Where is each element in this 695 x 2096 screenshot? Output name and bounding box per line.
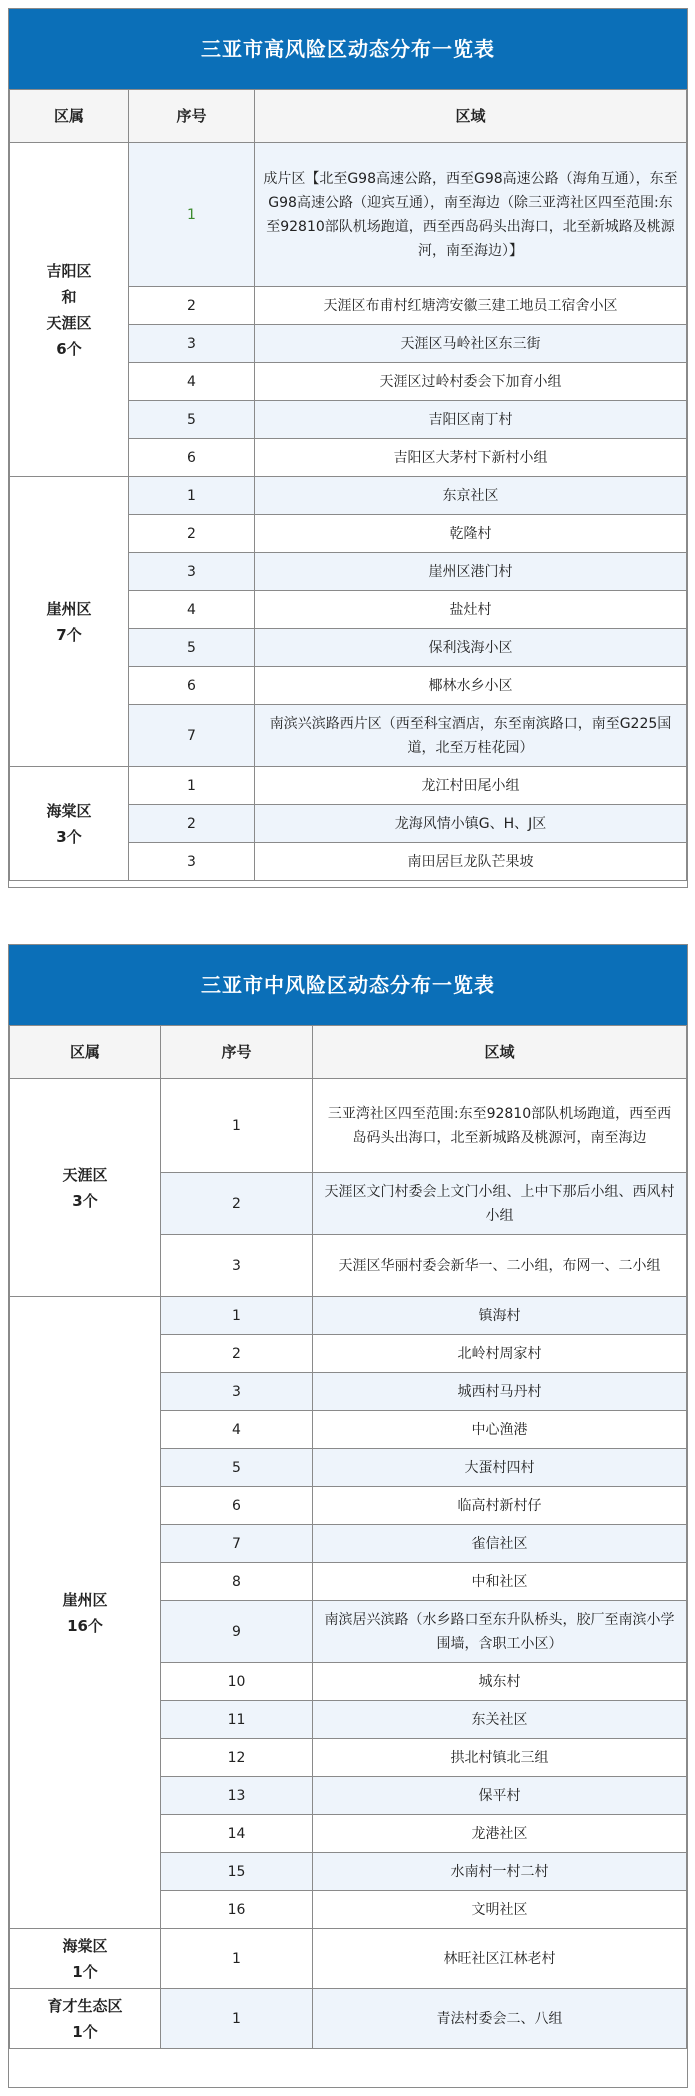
table-row — [10, 477, 687, 515]
area-cell: 天涯区过岭村委会下加育小组 — [255, 363, 687, 401]
row-number: 5 — [129, 401, 255, 439]
row-number: 11 — [161, 1701, 313, 1739]
district-cell: 海棠区 1个 — [10, 1929, 161, 1989]
area-cell: 椰林水乡小区 — [255, 667, 687, 705]
area-cell: 中和社区 — [313, 1563, 687, 1601]
area-cell: 林旺社区江林老村 — [313, 1929, 687, 1989]
row-number: 9 — [161, 1601, 313, 1663]
row-number: 6 — [129, 667, 255, 705]
area-cell: 盐灶村 — [255, 591, 687, 629]
row-number: 3 — [129, 325, 255, 363]
row-number: 3 — [161, 1235, 313, 1297]
area-cell: 崖州区港门村 — [255, 553, 687, 591]
table-row — [10, 1989, 687, 2049]
row-number: 2 — [129, 515, 255, 553]
area-cell: 乾隆村 — [255, 515, 687, 553]
row-number: 1 — [129, 143, 255, 287]
header-area: 区域 — [255, 90, 687, 143]
area-cell: 南田居巨龙队芒果坡 — [255, 843, 687, 881]
row-number: 10 — [161, 1663, 313, 1701]
row-number: 4 — [161, 1411, 313, 1449]
header-area: 区域 — [313, 1026, 687, 1079]
header-num: 序号 — [129, 90, 255, 143]
area-cell: 北岭村周家村 — [313, 1335, 687, 1373]
high-risk-title: 三亚市高风险区动态分布一览表 — [9, 9, 687, 89]
area-cell: 南滨兴滨路西片区（西至科宝酒店，东至南滨路口，南至G225国道，北至万桂花园） — [255, 705, 687, 767]
district-cell: 海棠区 3个 — [10, 767, 129, 881]
table-header-row — [10, 1026, 687, 1079]
area-cell: 保利浅海小区 — [255, 629, 687, 667]
medium-risk-panel — [8, 944, 688, 2088]
area-cell: 吉阳区南丁村 — [255, 401, 687, 439]
row-number: 14 — [161, 1815, 313, 1853]
row-number: 7 — [161, 1525, 313, 1563]
table-header-row — [10, 90, 687, 143]
row-number: 1 — [161, 1989, 313, 2049]
area-cell: 城西村马丹村 — [313, 1373, 687, 1411]
area-cell: 中心渔港 — [313, 1411, 687, 1449]
area-cell: 东京社区 — [255, 477, 687, 515]
area-cell: 文明社区 — [313, 1891, 687, 1929]
table-row — [10, 1297, 687, 1335]
row-number: 1 — [161, 1079, 313, 1173]
row-number: 3 — [129, 843, 255, 881]
area-cell: 天涯区华丽村委会新华一、二小组，布网一、二小组 — [313, 1235, 687, 1297]
area-cell: 雀信社区 — [313, 1525, 687, 1563]
row-number: 6 — [161, 1487, 313, 1525]
row-number: 2 — [161, 1173, 313, 1235]
area-cell: 吉阳区大茅村下新村小组 — [255, 439, 687, 477]
district-cell: 崖州区 7个 — [10, 477, 129, 767]
row-number: 1 — [161, 1297, 313, 1335]
row-number: 6 — [129, 439, 255, 477]
district-cell: 育才生态区 1个 — [10, 1989, 161, 2049]
area-cell: 天涯区文门村委会上文门小组、上中下那后小组、西风村小组 — [313, 1173, 687, 1235]
area-cell: 三亚湾社区四至范围:东至92810部队机场跑道，西至西岛码头出海口，北至新城路及桃源河，南至海边 — [313, 1079, 687, 1173]
row-number: 2 — [161, 1335, 313, 1373]
area-cell: 大蛋村四村 — [313, 1449, 687, 1487]
header-district: 区属 — [10, 90, 129, 143]
row-number: 8 — [161, 1563, 313, 1601]
area-cell: 南滨居兴滨路（水乡路口至东升队桥头，胶厂至南滨小学围墙，含职工小区） — [313, 1601, 687, 1663]
district-cell: 天涯区 3个 — [10, 1079, 161, 1297]
row-number: 12 — [161, 1739, 313, 1777]
area-cell: 镇海村 — [313, 1297, 687, 1335]
area-cell: 拱北村镇北三组 — [313, 1739, 687, 1777]
table-row — [10, 767, 687, 805]
row-number: 1 — [129, 477, 255, 515]
medium-risk-title: 三亚市中风险区动态分布一览表 — [9, 945, 687, 1025]
row-number: 5 — [161, 1449, 313, 1487]
row-number: 1 — [161, 1929, 313, 1989]
row-number: 1 — [129, 767, 255, 805]
row-number: 13 — [161, 1777, 313, 1815]
row-number: 4 — [129, 591, 255, 629]
high-risk-panel — [8, 8, 688, 888]
district-cell: 吉阳区 和 天涯区 6个 — [10, 143, 129, 477]
area-cell: 水南村一村二村 — [313, 1853, 687, 1891]
row-number: 7 — [129, 705, 255, 767]
area-cell: 临高村新村仔 — [313, 1487, 687, 1525]
area-cell: 龙江村田尾小组 — [255, 767, 687, 805]
area-cell: 龙海风情小镇G、H、J区 — [255, 805, 687, 843]
area-cell: 天涯区布甫村红塘湾安徽三建工地员工宿舍小区 — [255, 287, 687, 325]
row-number: 16 — [161, 1891, 313, 1929]
row-number: 2 — [129, 805, 255, 843]
table-row — [10, 1929, 687, 1989]
header-district: 区属 — [10, 1026, 161, 1079]
area-cell: 成片区【北至G98高速公路，西至G98高速公路（海角互通），东至G98高速公路（迎宾互通），南至海边（除三亚湾社区四至范围:东至92810部队机场跑道，西至西岛码头出海口，北至新城路及桃源河，南至海边）】 — [255, 143, 687, 287]
table-row — [10, 143, 687, 287]
district-cell: 崖州区 16个 — [10, 1297, 161, 1929]
medium-risk-body — [10, 1079, 687, 2049]
area-cell: 保平村 — [313, 1777, 687, 1815]
high-risk-body — [10, 143, 687, 881]
row-number: 3 — [129, 553, 255, 591]
row-number: 5 — [129, 629, 255, 667]
high-risk-table — [9, 89, 687, 881]
area-cell: 青法村委会二、八组 — [313, 1989, 687, 2049]
table-row — [10, 1079, 687, 1173]
header-num: 序号 — [161, 1026, 313, 1079]
row-number: 3 — [161, 1373, 313, 1411]
area-cell: 城东村 — [313, 1663, 687, 1701]
area-cell: 龙港社区 — [313, 1815, 687, 1853]
row-number: 4 — [129, 363, 255, 401]
row-number: 15 — [161, 1853, 313, 1891]
area-cell: 天涯区马岭社区东三街 — [255, 325, 687, 363]
row-number: 2 — [129, 287, 255, 325]
area-cell: 东关社区 — [313, 1701, 687, 1739]
medium-risk-table — [9, 1025, 687, 2049]
